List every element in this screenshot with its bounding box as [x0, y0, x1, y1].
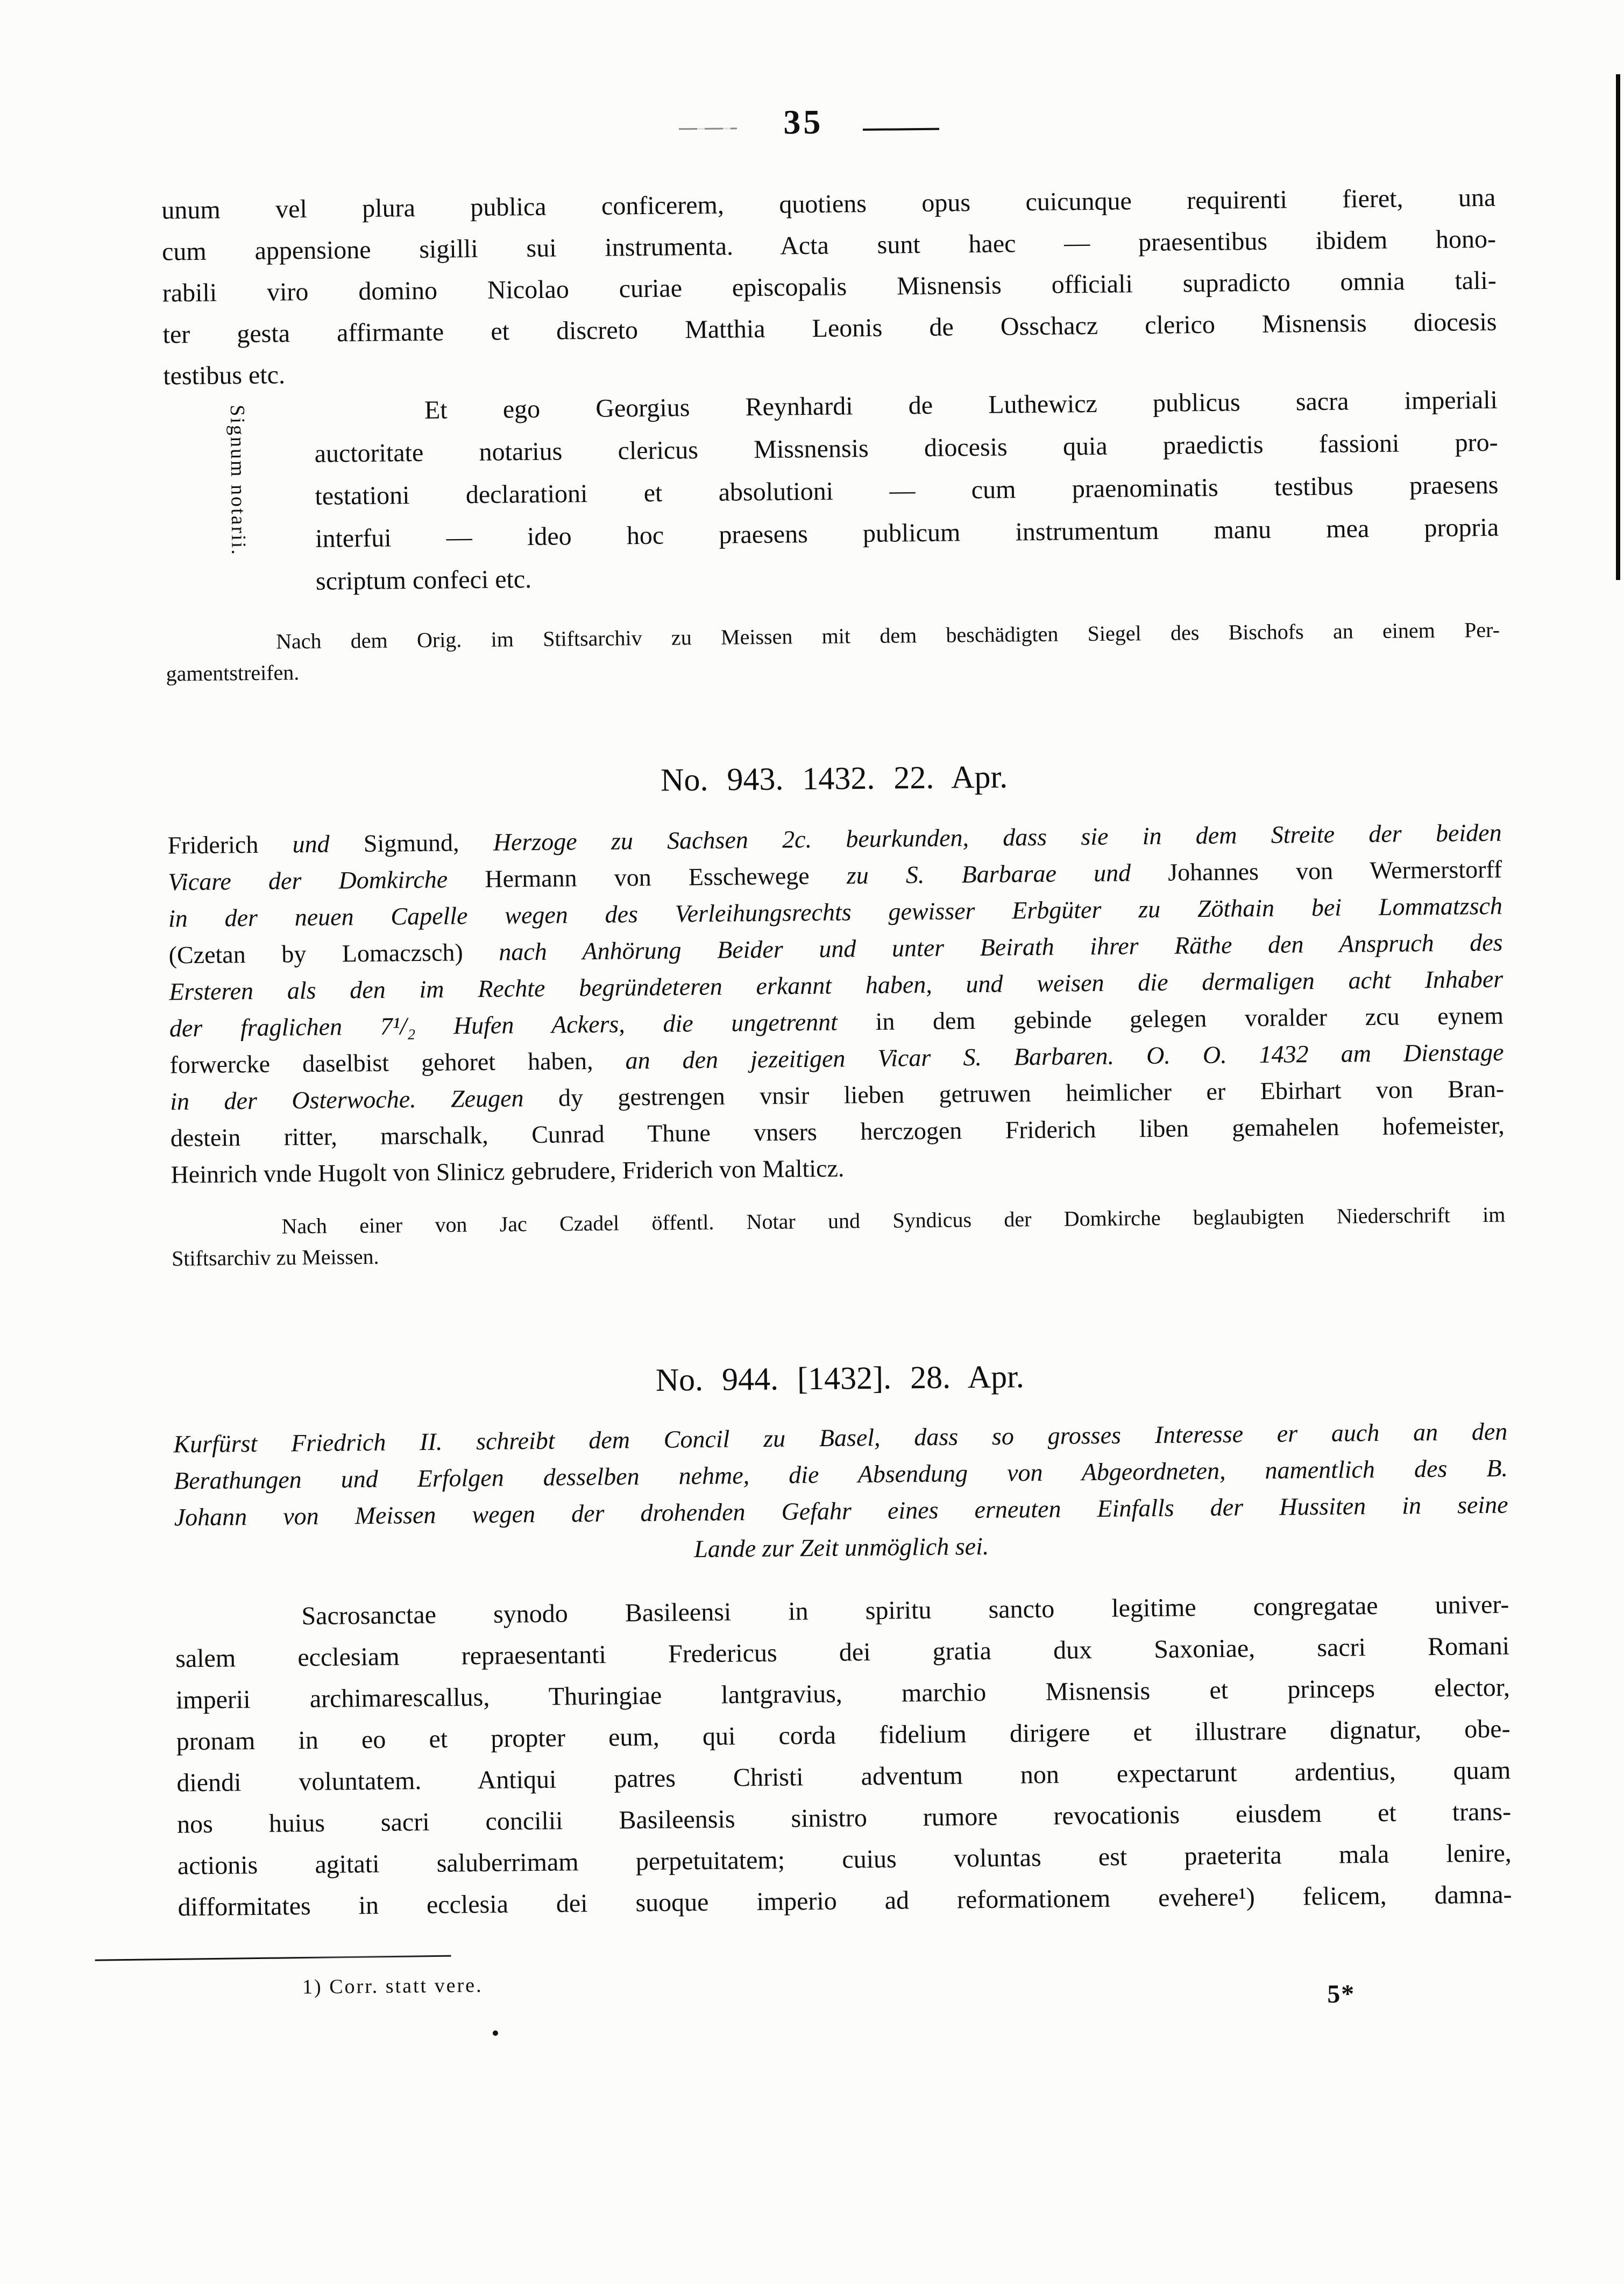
- regest-944: [173, 1413, 1508, 1573]
- text-line: Ersteren als den im Rechte begründeteren erkannt haben, und weisen die dermaligen acht Inhaber: [169, 965, 1504, 1006]
- entry-heading-944: No. 944. [1432]. 28. Apr.: [655, 1359, 1025, 1398]
- text-line: imperii archimarescallus, Thuringiae lantgravius, marchio Misnensis et princeps elector,: [175, 1673, 1510, 1715]
- text-line: Kurfürst Friedrich II. schreibt dem Concil zu Basel, dass so grosses Interesse er auch an den: [173, 1417, 1508, 1458]
- text-line: in der neuen Capelle wegen des Verleihungsrechts gewisser Erbgüter zu Zöthain bei Lommatzsch: [168, 892, 1503, 932]
- scan-artifact-dot: [493, 2031, 498, 2036]
- text-line: gamentstreifen.: [166, 660, 300, 686]
- text-line: interfui — ideo hoc praesens publicum instrumentum manu mea propria: [315, 513, 1499, 553]
- text-line: salem ecclesiam repraesentanti Fredericus dei gratia dux Saxoniae, sacri Romani: [175, 1631, 1510, 1673]
- text-line: ter gesta affirmante et discreto Matthia Leonis de Osschacz clerico Misnensis diocesis: [162, 307, 1497, 349]
- continuation-paragraph-942: [161, 177, 1498, 397]
- running-head: [0, 95, 1615, 159]
- text-line: Stiftsarchiv zu Meissen.: [171, 1244, 379, 1271]
- text-line: Johann von Meissen wegen der drohenden Gefahr eines erneuten Einfalls der Hussiten in seine: [174, 1490, 1508, 1531]
- text-line: auctoritate notarius clericus Missnensis diocesis quia praedictis fassioni pro-: [314, 428, 1498, 468]
- text-line: nos huius sacri concilii Basileensis sinistro rumore revocationis eiusdem et trans-: [176, 1797, 1512, 1839]
- text-line: pronam in eo et propter eum, qui corda fidelium dirigere et illustrare dignatur, obe-: [176, 1714, 1510, 1756]
- signum-notarii-label: Signum notarii.: [225, 405, 250, 556]
- source-note-942: [166, 614, 1500, 690]
- text-line: Berathungen und Erfolgen desselben nehme, die Absendung von Abgeordneten, namentlich des B.: [173, 1454, 1508, 1495]
- text-line: Friderich und Sigmund, Herzoge zu Sachsen 2c. beurkunden, dass sie in dem Streite der beiden: [167, 818, 1502, 859]
- text-line: unum vel plura publica conficerem, quotiens opus cuicunque requirenti fieret, una: [161, 183, 1496, 225]
- text-line: Et ego Georgius Reynhardi de Luthewicz publicus sacra imperiali: [424, 385, 1498, 425]
- text-line: destein ritter, marschalk, Cunrad Thune vnsers herczogen Friderich liben gemahelen hofemeister,: [170, 1111, 1505, 1152]
- footnote-rule: [95, 1955, 451, 1961]
- printer-signature-mark: 5*: [1327, 1979, 1356, 2009]
- text-line: Lande zur Zeit unmöglich sei.: [693, 1532, 989, 1563]
- text-line: cum appensione sigilli sui instrumenta. Acta sunt haec — praesentibus ibidem hono-: [161, 224, 1497, 266]
- text-line: Heinrich vnde Hugolt von Slinicz gebrudere, Friderich von Malticz.: [171, 1154, 845, 1189]
- text-line: der fraglichen 7¹/₂ Hufen Ackers, die ungetrennt in dem gebinde gelegen voralder zcu eynem: [169, 1001, 1504, 1042]
- text-line: Vicare der Domkirche Hermann von Esschewege zu S. Barbarae und Johannes von Wermerstorff: [168, 855, 1502, 896]
- notary-attestation-paragraph: [314, 379, 1500, 603]
- text-line: Nach dem Orig. im Stiftsarchiv zu Meissen mit dem beschädigten Siegel des Bischofs an einem Per-: [275, 617, 1500, 654]
- text-line: (Czetan by Lomaczsch) nach Anhörung Beider und unter Beirath ihrer Räthe den Anspruch des: [168, 928, 1503, 969]
- text-line: in der Osterwoche. Zeugen dy gestrengen vnsir lieben getruwen heimlicher er Ebirhart von Bran-: [170, 1074, 1505, 1115]
- page-number: 35: [783, 102, 824, 142]
- text-line: forwercke daselbist gehoret haben, an den jezeitigen Vicar S. Barbaren. O. O. 1432 am Dienstage: [169, 1038, 1504, 1079]
- text-line: rabili viro domino Nicolao curiae episcopalis Misnensis officiali supradicto omnia tali-: [162, 266, 1497, 308]
- source-note-943: [171, 1199, 1506, 1275]
- text-line: Nach einer von Jac Czadel öffentl. Notar und Syndicus der Domkirche beglaubigten Niederschrift im: [281, 1202, 1506, 1239]
- text-line: Sacrosanctae synodo Basileensi in spiritu sancto legitime congregatae univer-: [301, 1590, 1509, 1631]
- regest-943: [167, 815, 1505, 1193]
- entry-heading-943: No. 943. 1432. 22. Apr.: [660, 759, 1008, 798]
- text-line: diendi voluntatem. Antiqui patres Christi adventum non expectarunt ardentius, quam: [176, 1756, 1511, 1798]
- text-line: testibus etc.: [163, 360, 286, 391]
- text-line: actionis agitati saluberrimam perpetuitatem; cuius voluntas est praeterita mala lenire,: [177, 1838, 1512, 1880]
- text-line: testationi declarationi et absolutioni — cum praenominatis testibus praesens: [315, 470, 1499, 511]
- text-line: scriptum confeci etc.: [315, 564, 532, 596]
- letter-text-944: [175, 1584, 1512, 1928]
- footnote-1: 1) Corr. statt vere.: [302, 1974, 483, 1999]
- text-line: difformitates in ecclesia dei suoque imperio ad reformationem evehere¹) felicem, damna-: [178, 1880, 1512, 1922]
